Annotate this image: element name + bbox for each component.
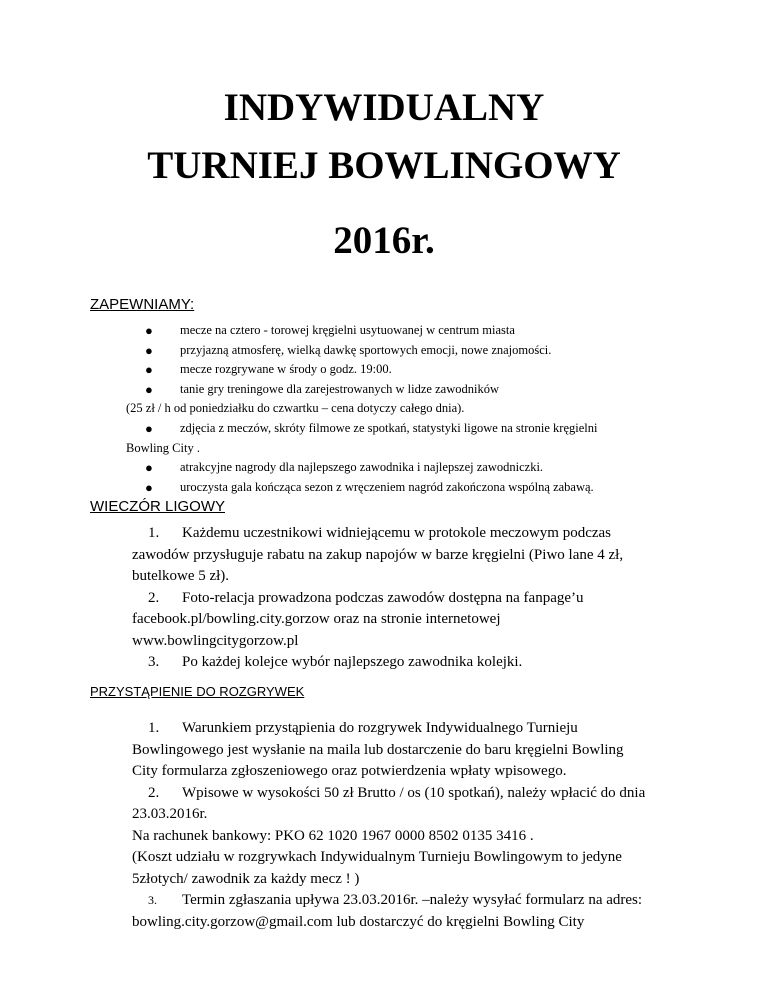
cost-note-line-2: 5złotych/ zawodnik za każdy mecz ! ) [132,870,360,887]
section-heading-wieczor: WIECZÓR LIGOWY [90,498,225,515]
list-item: ● mecze rozgrywane w środy o godz. 19:00. [132,360,732,380]
zapewniamy-list [126,321,732,497]
bullet-icon: ● [145,479,153,495]
bullet-icon: ● [145,460,153,476]
list-item: 3. Termin zgłaszania upływa 23.03.2016r. –należy wysyłać formularz na adres: bowling.city.gorzow@gmail.com lub dostarczyć do kręgielni Bowling City [132,892,643,930]
title-year: 2016r. [333,219,435,262]
bullet-icon: ● [145,362,153,378]
list-item: ● mecze na cztero - torowej kręgielni usytuowanej w centrum miasta [132,321,732,341]
section-heading-zapewniamy: ZAPEWNIAMY: [90,296,195,313]
bullet-icon: ● [145,323,153,338]
section-heading-przystapienie: PRZYSTĄPIENIE DO ROZGRYWEK [90,684,305,699]
list-item: ● tanie gry treningowe dla zarejestrowanych w lidze zawodników [132,380,732,400]
list-item: 1. Każdemu uczestnikowi widniejącemu w protokole meczowym podczas zawodów przysługuje rabatu na zakup napojów w barze kręgielni (Piwo lane 4 zł, butelkowe 5 zł). [132,525,624,584]
bullet-icon: ● [145,420,153,436]
cost-note-line-1: (Koszt udziału w rozgrywkach Indywidualnym Turnieju Bowlingowym to jedyne [132,849,622,865]
list-item: ● zdjęcia z meczów, skróty filmowe ze spotkań, statystyki ligowe na stronie kręgielni [132,419,732,439]
list-item: ● uroczysta gala kończąca sezon z wręczeniem nagród zakończona wspólną zabawą. [132,478,732,498]
list-item-continuation: Bowling City . [126,440,200,455]
list-item: ● atrakcyjne nagrody dla najlepszego zawodnika i najlepszej zawodniczki. [132,458,732,478]
przystapienie-list [132,718,692,933]
list-item: 2. Foto-relacja prowadzona podczas zawodów dostępna na fanpage’u facebook.pl/bowling.city.gorzow oraz na stronie internetowej www.bowlingcitygorzow.pl [132,589,584,649]
list-item: 3. Po każdej kolejce wybór najlepszego zawodnika kolejki. [148,654,523,670]
bank-account-line: Na rachunek bankowy: PKO 62 1020 1967 0000 8502 0135 3416 . [132,827,534,844]
list-item-continuation: (25 zł / h od poniedziałku do czwartku – cena dotyczy całego dnia). [126,401,465,416]
title-line-2: TURNIEJ BOWLINGOWY [147,144,621,187]
bullet-icon: ● [145,381,153,397]
list-item: ● przyjazną atmosferę, wielką dawkę sportowych emocji, nowe znajomości. [132,341,732,361]
title-line-1: INDYWIDUALNY [223,86,545,129]
wieczor-list [132,523,692,674]
list-item: 2. Wpisowe w wysokości 50 zł Brutto / os (10 spotkań), należy wpłacić do dnia 23.03.2016r. [132,784,646,822]
list-item: 1. Warunkiem przystąpienia do rozgrywek Indywidualnego Turnieju Bowlingowego jest wysłanie na maila lub dostarczenie do baru kręgielni Bowling City formularza zgłoszeniowego oraz potwierdzenia wpłaty wpisowego. [132,720,624,779]
bullet-icon: ● [145,342,153,358]
